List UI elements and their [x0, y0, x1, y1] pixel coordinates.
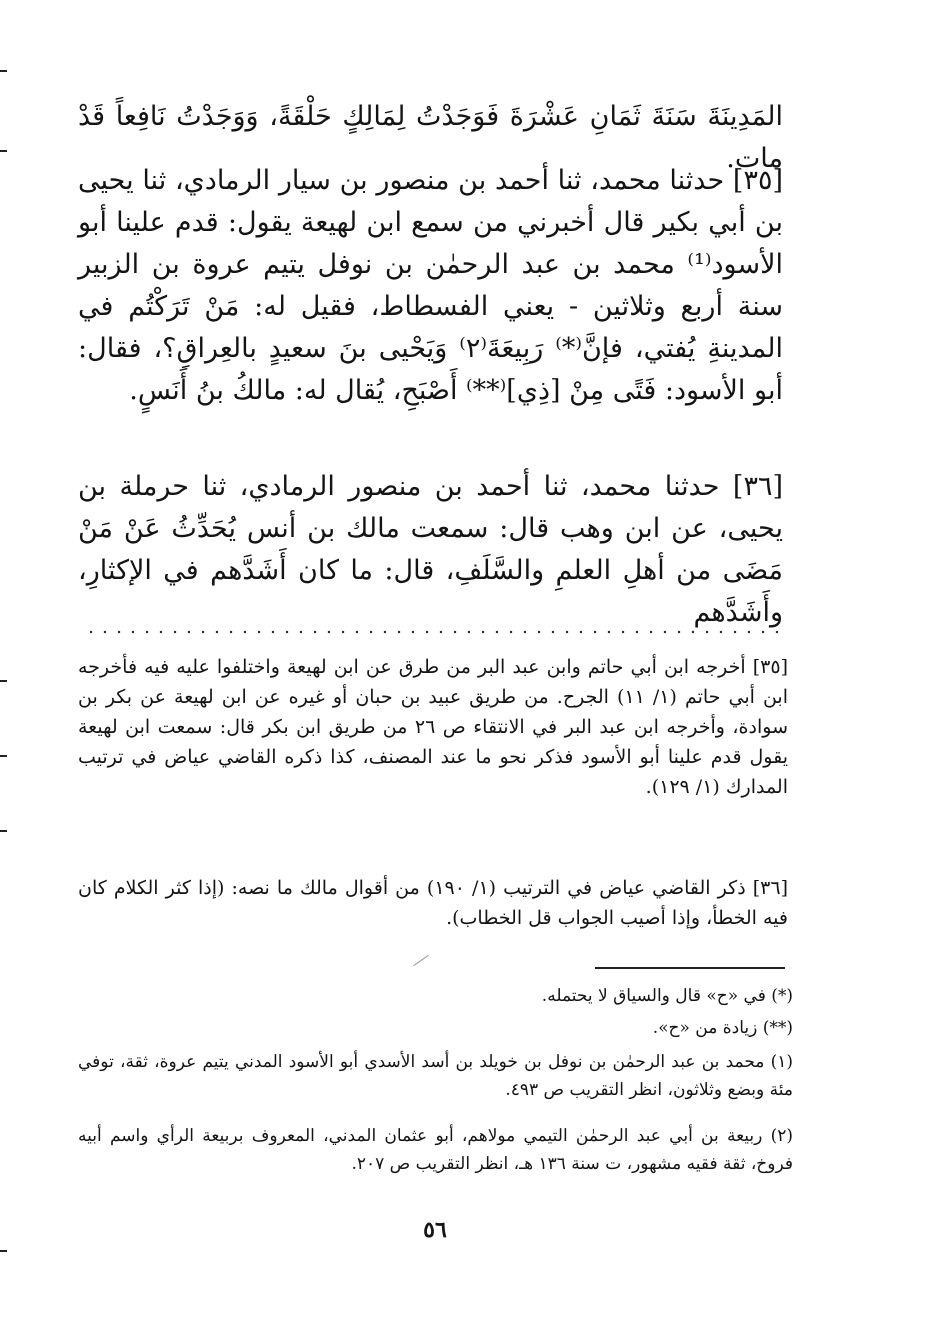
takhrij-35: [٣٥] أخرجه ابن أبي حاتم وابن عبد البر من طرق عن ابن لهيعة واختلفوا عليه فيه فأخرجه ابن أبي حاتم (١/ ١١) الجرح. من طريق عبيد بن حبان أو غيره عن ابن لهيعة عن بكر بن سوادة، وأخرجه ابن عبد البر في الانتقاء ص ٢٦ من طريق ابن بكر قال: سمعت ابن لهيعة يقول قدم علينا أبو الأسود فذكر نحو ما عند المصنف، كذا ذكره القاضي عياض في ترتيب المدارك (١/ ١٢٩).: [78, 656, 788, 798]
footnote-double-star: (**) زيادة من «ح».: [652, 1018, 793, 1038]
scan-edge-mark: [0, 755, 7, 757]
scan-edge-mark: [0, 680, 7, 682]
scan-edge-mark: [0, 70, 7, 72]
narration-36: [٣٦] حدثنا محمد، ثنا أحمد بن منصور الرمادي، ثنا حرملة بن يحيى، عن ابن وهب قال: سمعت مالك بن أنس يُحَدِّثُ عَنْ مَنْ مَضَى من أهلِ العلمِ والسَّلَفِ، قال: ما كان أَشَدَّهم في الإكثارِ، وأَشَدَّهم: [78, 471, 783, 628]
footnote-1: (١) محمد بن عبد الرحمٰن بن نوفل بن خويلد بن أسد الأسدي أبو الأسود المدني يتيم عروة، ثقة، توفي مئة وبضع وثلاثون، انظر التقريب ص ٤٩٣.: [78, 1052, 793, 1100]
footnote-2: (٢) ربيعة بن أبي عبد الرحمٰن التيمي مولاهم، أبو عثمان المدني، المعروف بربيعة الرأي واسم أبيه فروخ، ثقة فقيه مشهور، ت سنة ١٣٦ هـ، انظر التقريب ص ٢٠٧.: [78, 1126, 793, 1174]
scan-edge-mark: [0, 150, 7, 152]
narration-35: [٣٥] حدثنا محمد، ثنا أحمد بن منصور بن سيار الرمادي، ثنا يحيى بن أبي بكير قال أخبرني من سمع ابن لهيعة يقول: قدم علينا أبو الأسود⁽¹⁾ محمد بن عبد الرحمٰن بن نوفل يتيم عروة بن الزبير سنة أربع وثلاثين - يعني الفسطاط، فقيل له: مَنْ تَرَكْتُم في المدينةِ يُفتي، فإنَّ⁽*⁾ رَبِيعَةَ⁽٢⁾ وَيَحْيى بنَ سعيدٍ بالعِراقِ؟، فقال: أبو الأسود: فَتًى مِنْ [ذِي]⁽**⁾ أَصْبَحِ، يُقال له: مالكُ بنُ أَنَسٍ.: [78, 165, 783, 406]
scan-edge-mark: [0, 830, 7, 832]
footnote-star: (*) في «ح» قال والسياق لا يحتمله.: [541, 986, 793, 1006]
dotted-separator: [84, 630, 784, 634]
takhrij-36: [٣٦] ذكر القاضي عياض في الترتيب (١/ ١٩٠) من أقوال مالك ما نصه: (إذا كثر الكلام كان فيه الخطأ، وإذا أصيب الجواب قل الخطاب).: [78, 877, 788, 929]
scan-edge-mark: [0, 1250, 7, 1252]
continuation-line: المَدِينَةَ سَنَةَ ثَمَانِ عَشْرَةَ فَوَجَدْتُ لِمَالِكٍ حَلْقَةً، وَوَجَدْتُ نَافِعاً قَدْ مات.: [78, 101, 783, 174]
footnote-rule: [595, 967, 785, 969]
page-number: ٥٦: [423, 1217, 447, 1243]
scan-artifact: [413, 955, 428, 966]
